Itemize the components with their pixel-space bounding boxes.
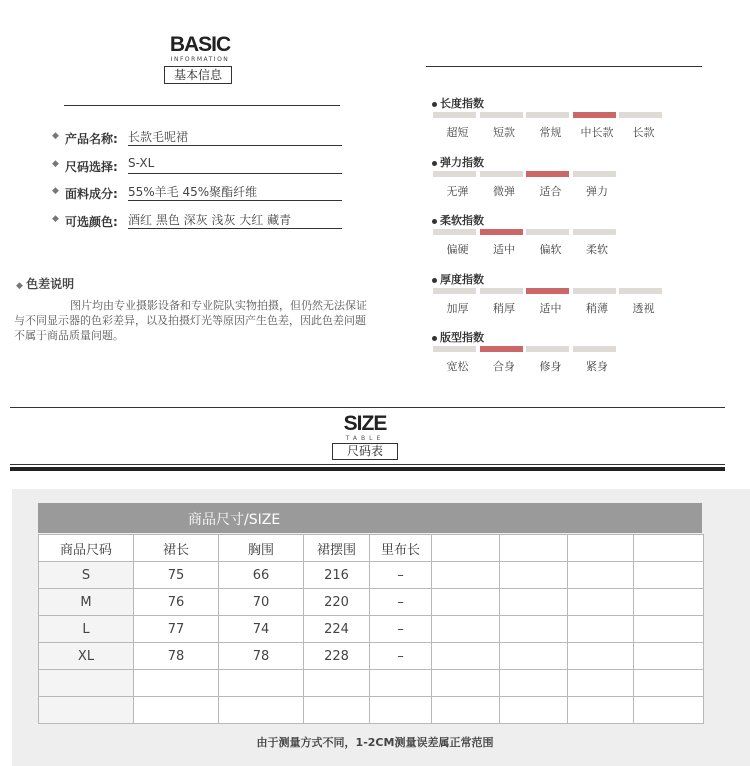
info-row-size	[52, 156, 342, 176]
table-header-cell: 裙长	[134, 535, 219, 562]
index-option: 加厚	[446, 302, 469, 315]
table-cell: 76	[134, 589, 219, 616]
table-cell	[304, 697, 370, 724]
table-cell	[500, 589, 568, 616]
table-cell	[568, 670, 634, 697]
table-cell: 216	[304, 562, 370, 589]
table-row	[39, 562, 704, 589]
divider	[64, 105, 340, 106]
index-bar	[619, 112, 662, 118]
table-cell: 77	[134, 616, 219, 643]
index-option: 常规	[539, 126, 562, 139]
index-bar-selected	[526, 171, 569, 177]
index-option: 短款	[493, 126, 515, 139]
color-note-line: 图片均由专业摄影设备和专业院队实物拍摄，但仍然无法保证	[70, 299, 367, 312]
table-header-cell: 商品尺码	[39, 535, 134, 562]
dot-icon	[432, 161, 437, 166]
index-bar-selected	[573, 112, 616, 118]
table-cell	[634, 697, 704, 724]
index-option: 紧身	[586, 360, 608, 373]
size-table-caption: 商品尺寸/SIZE	[188, 512, 281, 528]
index-option: 柔软	[586, 243, 608, 256]
dot-icon	[432, 336, 437, 341]
index-option: 适中	[539, 302, 562, 315]
size-subtitle: TABLE	[345, 435, 385, 442]
table-cell	[634, 562, 704, 589]
table-cell	[568, 562, 634, 589]
table-cell	[370, 697, 432, 724]
dot-icon	[432, 102, 437, 107]
table-cell: –	[370, 616, 432, 643]
table-cell: 66	[219, 562, 304, 589]
table-cell	[634, 589, 704, 616]
table-header-cell: 胸围	[219, 535, 304, 562]
index-option: 长款	[632, 126, 655, 139]
index-bar	[573, 288, 616, 294]
table-cell: 228	[304, 643, 370, 670]
table-cell	[432, 562, 500, 589]
table-cell: M	[39, 589, 134, 616]
divider	[10, 464, 725, 465]
divider	[426, 66, 702, 67]
table-cell	[500, 643, 568, 670]
index-bar-selected	[480, 229, 523, 235]
index-option: 适中	[493, 243, 515, 256]
table-cell	[432, 643, 500, 670]
size-label: 尺码表	[332, 443, 398, 460]
index-option: 弹力	[586, 185, 608, 198]
table-cell	[432, 697, 500, 724]
index-option: 无弹	[446, 185, 469, 198]
table-cell	[134, 670, 219, 697]
table-cell	[432, 670, 500, 697]
index-option: 微弹	[493, 185, 515, 198]
table-cell: 74	[219, 616, 304, 643]
index-bar-selected	[480, 346, 523, 352]
index-bar	[433, 288, 476, 294]
index-title-elasticity	[432, 154, 484, 170]
table-cell	[500, 670, 568, 697]
info-value: S-XL	[128, 156, 155, 170]
table-header-cell	[500, 535, 568, 562]
index-option: 修身	[539, 360, 562, 373]
index-bar	[526, 112, 569, 118]
info-value: 长款毛呢裙	[128, 130, 189, 144]
table-cell	[568, 697, 634, 724]
index-bar	[480, 171, 523, 177]
table-cell: 70	[219, 589, 304, 616]
index-option: 稍厚	[493, 302, 515, 315]
index-option: 中长款	[580, 126, 614, 139]
info-label: 可选颜色:	[65, 215, 118, 229]
underline	[128, 145, 342, 146]
table-header-cell	[568, 535, 634, 562]
index-bar	[480, 288, 523, 294]
index-bar	[573, 171, 616, 177]
index-bar	[526, 346, 569, 352]
underline	[128, 228, 342, 229]
table-cell: 220	[304, 589, 370, 616]
index-bar	[526, 229, 569, 235]
index-title: 长度指数	[440, 97, 484, 110]
color-note-line: 不属于商品质量问题。	[14, 329, 124, 342]
table-header-row	[39, 535, 704, 562]
color-note-title	[16, 275, 74, 292]
index-bar	[573, 229, 616, 235]
table-row	[39, 643, 704, 670]
info-row-colors	[52, 211, 342, 231]
underline	[128, 200, 342, 201]
table-cell	[500, 697, 568, 724]
table-header-cell	[432, 535, 500, 562]
index-bar-selected	[526, 288, 569, 294]
color-note-line: 与不同显示器的色彩差异，以及拍摄灯光等原因产生色差，因此色差问题	[14, 314, 366, 327]
index-option: 透视	[632, 302, 655, 315]
basic-title: BASIC	[169, 33, 231, 56]
table-cell	[500, 616, 568, 643]
dot-icon	[432, 219, 437, 224]
table-cell	[500, 562, 568, 589]
table-cell	[634, 643, 704, 670]
table-cell: –	[370, 643, 432, 670]
index-title: 厚度指数	[440, 273, 484, 286]
table-cell: –	[370, 589, 432, 616]
index-title: 弹力指数	[440, 156, 484, 169]
table-cell: 78	[219, 643, 304, 670]
table-cell	[432, 616, 500, 643]
table-row	[39, 697, 704, 724]
table-cell	[219, 670, 304, 697]
table-row	[39, 589, 704, 616]
table-cell: 224	[304, 616, 370, 643]
index-bar	[433, 346, 476, 352]
index-option: 偏硬	[446, 243, 469, 256]
index-bar	[433, 112, 476, 118]
index-title: 版型指数	[440, 331, 484, 344]
index-bar	[433, 171, 476, 177]
index-option: 超短	[446, 126, 469, 139]
info-value: 55%羊毛 45%聚酯纤维	[128, 185, 258, 199]
table-cell: XL	[39, 643, 134, 670]
index-option: 合身	[493, 360, 515, 373]
table-cell: 78	[134, 643, 219, 670]
basic-label: 基本信息	[164, 66, 232, 84]
size-table	[38, 534, 704, 724]
info-label: 面料成分:	[65, 187, 118, 201]
table-cell	[634, 616, 704, 643]
table-header-cell: 裙摆围	[304, 535, 370, 562]
info-row-fabric	[52, 183, 342, 203]
color-note-text	[14, 298, 394, 343]
table-cell	[219, 697, 304, 724]
table-row	[39, 670, 704, 697]
table-header-cell: 里布长	[370, 535, 432, 562]
index-option: 稍薄	[586, 302, 608, 315]
table-cell	[304, 670, 370, 697]
table-cell: –	[370, 562, 432, 589]
size-table-caption-bar	[38, 503, 702, 533]
diamond-icon: ◆	[52, 131, 59, 141]
index-bar	[573, 346, 616, 352]
index-title-thickness	[432, 271, 484, 287]
table-cell	[370, 670, 432, 697]
table-cell: S	[39, 562, 134, 589]
index-title-length	[432, 95, 484, 111]
table-cell	[432, 589, 500, 616]
diamond-icon: ◆	[52, 214, 59, 224]
divider	[10, 407, 725, 408]
index-title-softness	[432, 212, 484, 228]
info-label: 尺码选择:	[65, 160, 118, 174]
diamond-icon: ◆	[16, 281, 27, 291]
info-value: 酒红 黑色 深灰 浅灰 大红 藏青	[128, 213, 292, 227]
underline	[128, 173, 342, 174]
index-title-fit	[432, 329, 484, 345]
table-cell	[39, 670, 134, 697]
table-cell	[39, 697, 134, 724]
table-cell	[568, 589, 634, 616]
table-row	[39, 616, 704, 643]
index-option: 适合	[539, 185, 562, 198]
index-bar	[433, 229, 476, 235]
basic-subtitle: INFORMATION	[170, 56, 230, 63]
table-cell: 75	[134, 562, 219, 589]
index-option: 偏软	[539, 243, 562, 256]
dot-icon	[432, 278, 437, 283]
size-title: SIZE	[343, 412, 387, 435]
table-cell: L	[39, 616, 134, 643]
color-note-heading: 色差说明	[26, 277, 75, 291]
index-bar	[480, 112, 523, 118]
info-row-name	[52, 128, 342, 148]
divider-thick	[10, 467, 725, 471]
table-cell	[134, 697, 219, 724]
index-option: 宽松	[446, 360, 469, 373]
index-bar	[619, 288, 662, 294]
table-cell	[568, 616, 634, 643]
table-header-cell	[634, 535, 704, 562]
index-title: 柔软指数	[440, 214, 484, 227]
table-cell	[634, 670, 704, 697]
diamond-icon: ◆	[52, 186, 59, 196]
info-label: 产品名称:	[65, 132, 118, 146]
table-cell	[568, 643, 634, 670]
size-footnote: 由于测量方式不同，1-2CM测量误差属正常范围	[256, 736, 494, 749]
diamond-icon: ◆	[52, 159, 59, 169]
